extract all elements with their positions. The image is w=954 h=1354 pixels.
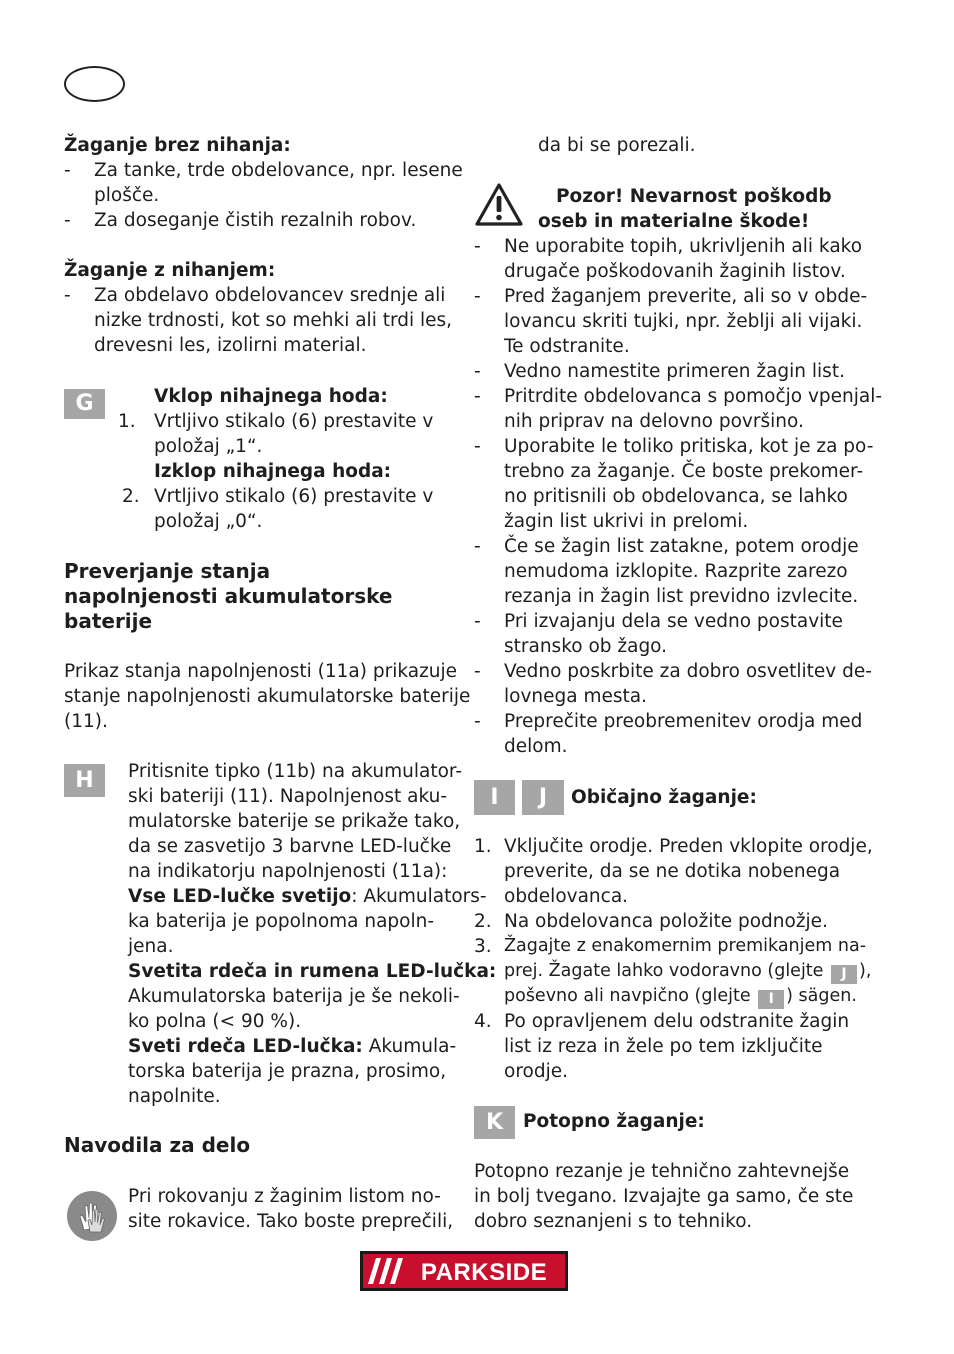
figure-ref-g: G: [64, 389, 105, 419]
list-item: - Pritrdite obdelovanca s pomočjo vpenjal- nih priprav na delovno površino.: [474, 386, 883, 432]
language-badge: [64, 66, 125, 102]
heading-no-pendulum: Žaganje brez nihanja:: [64, 135, 291, 156]
list-item: 4. Po opravljenem delu odstranite žagin list iz reza in žele po tem izključite orodje.: [474, 1011, 850, 1082]
list-item: - Ne uporabite topih, ukrivljenih ali kako drugače poškodovanih žaginih listov.: [474, 236, 863, 282]
figure-ref-j-inline: J: [831, 965, 857, 984]
warning-list: [474, 234, 883, 759]
list-item: - Preprečite preobremenitev orodja med delom.: [474, 711, 863, 757]
warning-heading: Pozor! Nevarnost poškodb oseb in materialne škode!: [538, 186, 832, 232]
list-item: - Pri izvajanju dela se vedno postavite stransko ob žago.: [474, 611, 843, 657]
brand-text: PARKSIDE: [420, 1259, 548, 1286]
list-item: - Pred žaganjem preverite, ali so v obde- lovancu skriti tujki, npr. žeblji ali vijaki. Te odstranite.: [474, 286, 868, 357]
figure-ref-i-inline: I: [758, 990, 784, 1009]
gloves-paragraph: Pri rokovanju z žaginim listom no- site rokavice. Tako boste preprečili,: [128, 1186, 454, 1232]
parkside-logo: [360, 1251, 568, 1291]
steps-list: [474, 834, 873, 1084]
heading-pendulum: Žaganje z nihanjem:: [64, 260, 276, 281]
step-text: Vrtljivo stikalo (6) prestavite v položaj „0“.: [154, 486, 434, 532]
continued-text: da bi se porezali.: [538, 135, 696, 156]
list-item: 1. Vključite orodje. Preden vklopite orodje, preverite, da se ne dotika nobenega obdelovanca.: [474, 836, 873, 907]
list-item: 3. Žagajte z enakomernim premikanjem na- prej. Žagate lahko vodoravno (glejte J ), poševno ali navpično (glejte I ) sägen.: [474, 936, 872, 1007]
figure-ref-k: K: [474, 1106, 515, 1139]
battery-paragraph: Prikaz stanja napolnjenosti (11a) prikazuje stanje napolnjenosti akumulatorske baterije (11).: [64, 661, 471, 732]
list-item: - Uporabite le toliko pritiska, kot je za po- trebno za žaganje. Če boste prekomer- no pritisnili ob obdelovanca, se lahko žagin list ukrivi in prelomi.: [474, 436, 874, 532]
heading-normal-sawing: Običajno žaganje:: [571, 787, 757, 808]
list-item: - Vedno namestite primeren žagin list.: [474, 361, 845, 382]
plunge-paragraph: Potopno rezanje je tehnično zahtevnejše in bolj tvegano. Izvajajte ga samo, če ste dobro seznanjeni s to tehniko.: [474, 1161, 854, 1232]
figure-ref-i: I: [474, 780, 515, 815]
figure-ref-j: J: [522, 780, 564, 815]
list-item: - Vedno poskrbite za dobro osvetlitev de- lovnega mesta.: [474, 661, 872, 707]
gloves-icon: [66, 1190, 118, 1242]
list-item: 2. Na obdelovanca položite podnožje.: [474, 911, 828, 932]
heading-work-instructions: Navodila za delo: [64, 1133, 251, 1157]
list-item: - Če se žagin list zatakne, potem orodje nemudoma izklopite. Razprite zarezo rezanja in žagin list previdno izvlecite.: [474, 536, 859, 607]
heading-pendulum-off: Izklop nihajnega hoda:: [154, 461, 392, 482]
heading-plunge-sawing: Potopno žaganje:: [523, 1111, 705, 1132]
battery-led-description: Pritisnite tipko (11b) na akumulator- ski bateriji (11). Napolnjenost aku- mulatorske baterije se prikaže tako, da se zasvetijo 3 barvne LED-lučke na indikatorju napolnjenosti (11a): Vse LED-lučke svetijo: Akumulators- ka baterija je popolnoma napoln- jena. Svetita rdeča in rumena LED-lučka: Akumulatorska baterija je še nekoli- ko polna (< 90 %). Sveti rdeča LED-lučka: Akumula- torska baterija je prazna, prosimo, napolnite.: [128, 761, 497, 1107]
warning-triangle-icon: [474, 182, 524, 228]
step-text: Vrtljivo stikalo (6) prestavite v položaj „1“.: [154, 411, 434, 457]
figure-ref-h: H: [64, 764, 105, 797]
heading-pendulum-on: Vklop nihajnega hoda:: [154, 386, 388, 407]
heading-battery-check: Preverjanje stanja napolnjenosti akumulatorske baterije: [64, 559, 393, 633]
